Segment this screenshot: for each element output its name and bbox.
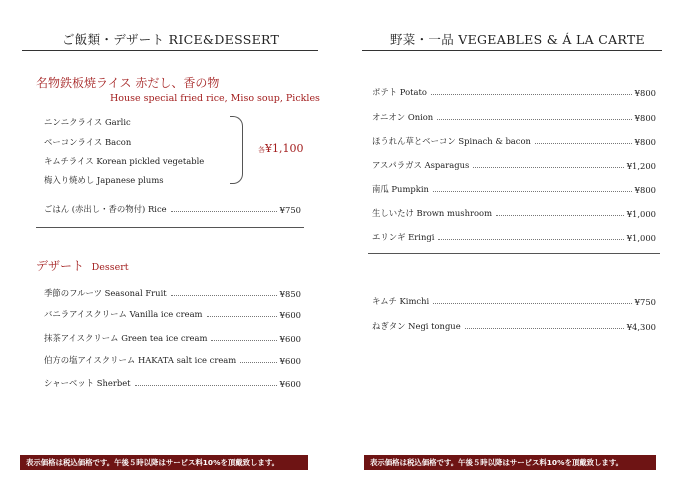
item-label: 伯方の塩アイスクリーム HAKATA salt ice cream (44, 355, 237, 365)
rice-item-kimchi: キムチライス Korean pickled vegetable (44, 156, 205, 166)
vegetable-item (372, 205, 656, 219)
vegetable-item (372, 133, 656, 147)
dessert-item (44, 306, 301, 320)
item-label: エリンギ Eringi (372, 232, 435, 242)
rice-subheading: House special fried rice, Miso soup, Pickles (110, 93, 320, 104)
title-divider (362, 50, 662, 51)
item-price: ¥600 (279, 356, 301, 366)
rice-item-garlic: ニンニクライス Garlic (44, 117, 131, 127)
leader-dots (207, 316, 277, 317)
rice-set-prefix: 各 (258, 146, 265, 154)
item-label: キムチ Kimchi (372, 296, 430, 306)
item-price: ¥750 (279, 205, 301, 215)
dessert-item (44, 330, 301, 344)
item-label: アスパラガス Asparagus (372, 160, 470, 170)
leader-dots (496, 215, 624, 216)
item-price: ¥800 (634, 137, 656, 147)
item-price: ¥800 (634, 88, 656, 98)
item-price: ¥800 (634, 185, 656, 195)
vegetable-item (372, 229, 656, 243)
alacarte-item (372, 318, 656, 332)
leader-dots (433, 303, 631, 304)
dessert-heading-en: Dessert (91, 262, 129, 273)
item-label: シャーベット Sherbet (44, 378, 131, 388)
item-label: ごはん (赤出し・香の物付) Rice (44, 204, 167, 214)
rice-group-brace (230, 116, 243, 184)
leader-dots (431, 94, 632, 95)
right-menu-page (340, 0, 680, 481)
item-label: 生しいたけ Brown mushroom (372, 208, 493, 218)
item-label: ねぎタン Negi tongue (372, 321, 461, 331)
item-price: ¥600 (279, 379, 301, 389)
section-divider (368, 253, 660, 254)
menu-item-gohan (44, 201, 301, 215)
item-label: 季節のフルーツ Seasonal Fruit (44, 288, 167, 298)
rice-heading: 名物鉄板焼ライス 赤だし、香の物 (36, 76, 220, 90)
leader-dots (465, 328, 624, 329)
leader-dots (171, 211, 277, 212)
rice-item-bacon: ベーコンライス Bacon (44, 137, 132, 147)
item-label: ポテト Potato (372, 87, 427, 97)
leader-dots (473, 167, 623, 168)
rice-set-price (258, 142, 304, 155)
item-label: オニオン Onion (372, 112, 434, 122)
item-label: 南瓜 Pumpkin (372, 184, 429, 194)
item-price: ¥850 (279, 289, 301, 299)
dessert-heading (36, 257, 129, 274)
vegetable-item (372, 84, 656, 98)
title-divider (22, 50, 318, 51)
alacarte-item (372, 293, 656, 307)
section-divider (36, 227, 304, 228)
item-label: バニラアイスクリーム Vanilla ice cream (44, 309, 203, 319)
dessert-item (44, 352, 301, 366)
leader-dots (171, 295, 277, 296)
item-price: ¥800 (634, 113, 656, 123)
item-price: ¥1,200 (626, 161, 656, 171)
leader-dots (135, 385, 277, 386)
item-price: ¥750 (634, 297, 656, 307)
item-price: ¥4,300 (626, 322, 656, 332)
vegetable-item (372, 109, 656, 123)
rice-set-price-value: ¥1,100 (265, 142, 304, 155)
dessert-item (44, 375, 301, 389)
leader-dots (438, 239, 623, 240)
leader-dots (535, 143, 632, 144)
item-label: ほうれん草とベーコン Spinach & bacon (372, 136, 531, 146)
service-charge-notice: 表示価格は税込価格です。午後５時以降はサービス料10%を頂戴致します。 (20, 455, 308, 470)
item-price: ¥600 (279, 310, 301, 320)
page-title: 野菜・一品 VEGEABLES & Á LA CARTE (390, 32, 645, 47)
item-price: ¥1,000 (626, 209, 656, 219)
leader-dots (437, 119, 631, 120)
vegetable-item (372, 181, 656, 195)
vegetable-item (372, 157, 656, 171)
leader-dots (433, 191, 632, 192)
item-price: ¥1,000 (626, 233, 656, 243)
leader-dots (211, 340, 276, 341)
rice-item-ume: 梅入り焼めし Japanese plums (44, 175, 164, 185)
page-title: ご飯類・デザート RICE&DESSERT (62, 32, 280, 47)
item-price: ¥600 (279, 334, 301, 344)
item-label: 抹茶アイスクリーム Green tea ice cream (44, 333, 208, 343)
dessert-heading-jp: デザート (36, 259, 85, 273)
dessert-item (44, 285, 301, 299)
service-charge-notice: 表示価格は税込価格です。午後５時以降はサービス料10%を頂戴致します。 (364, 455, 656, 470)
leader-dots (240, 362, 276, 363)
